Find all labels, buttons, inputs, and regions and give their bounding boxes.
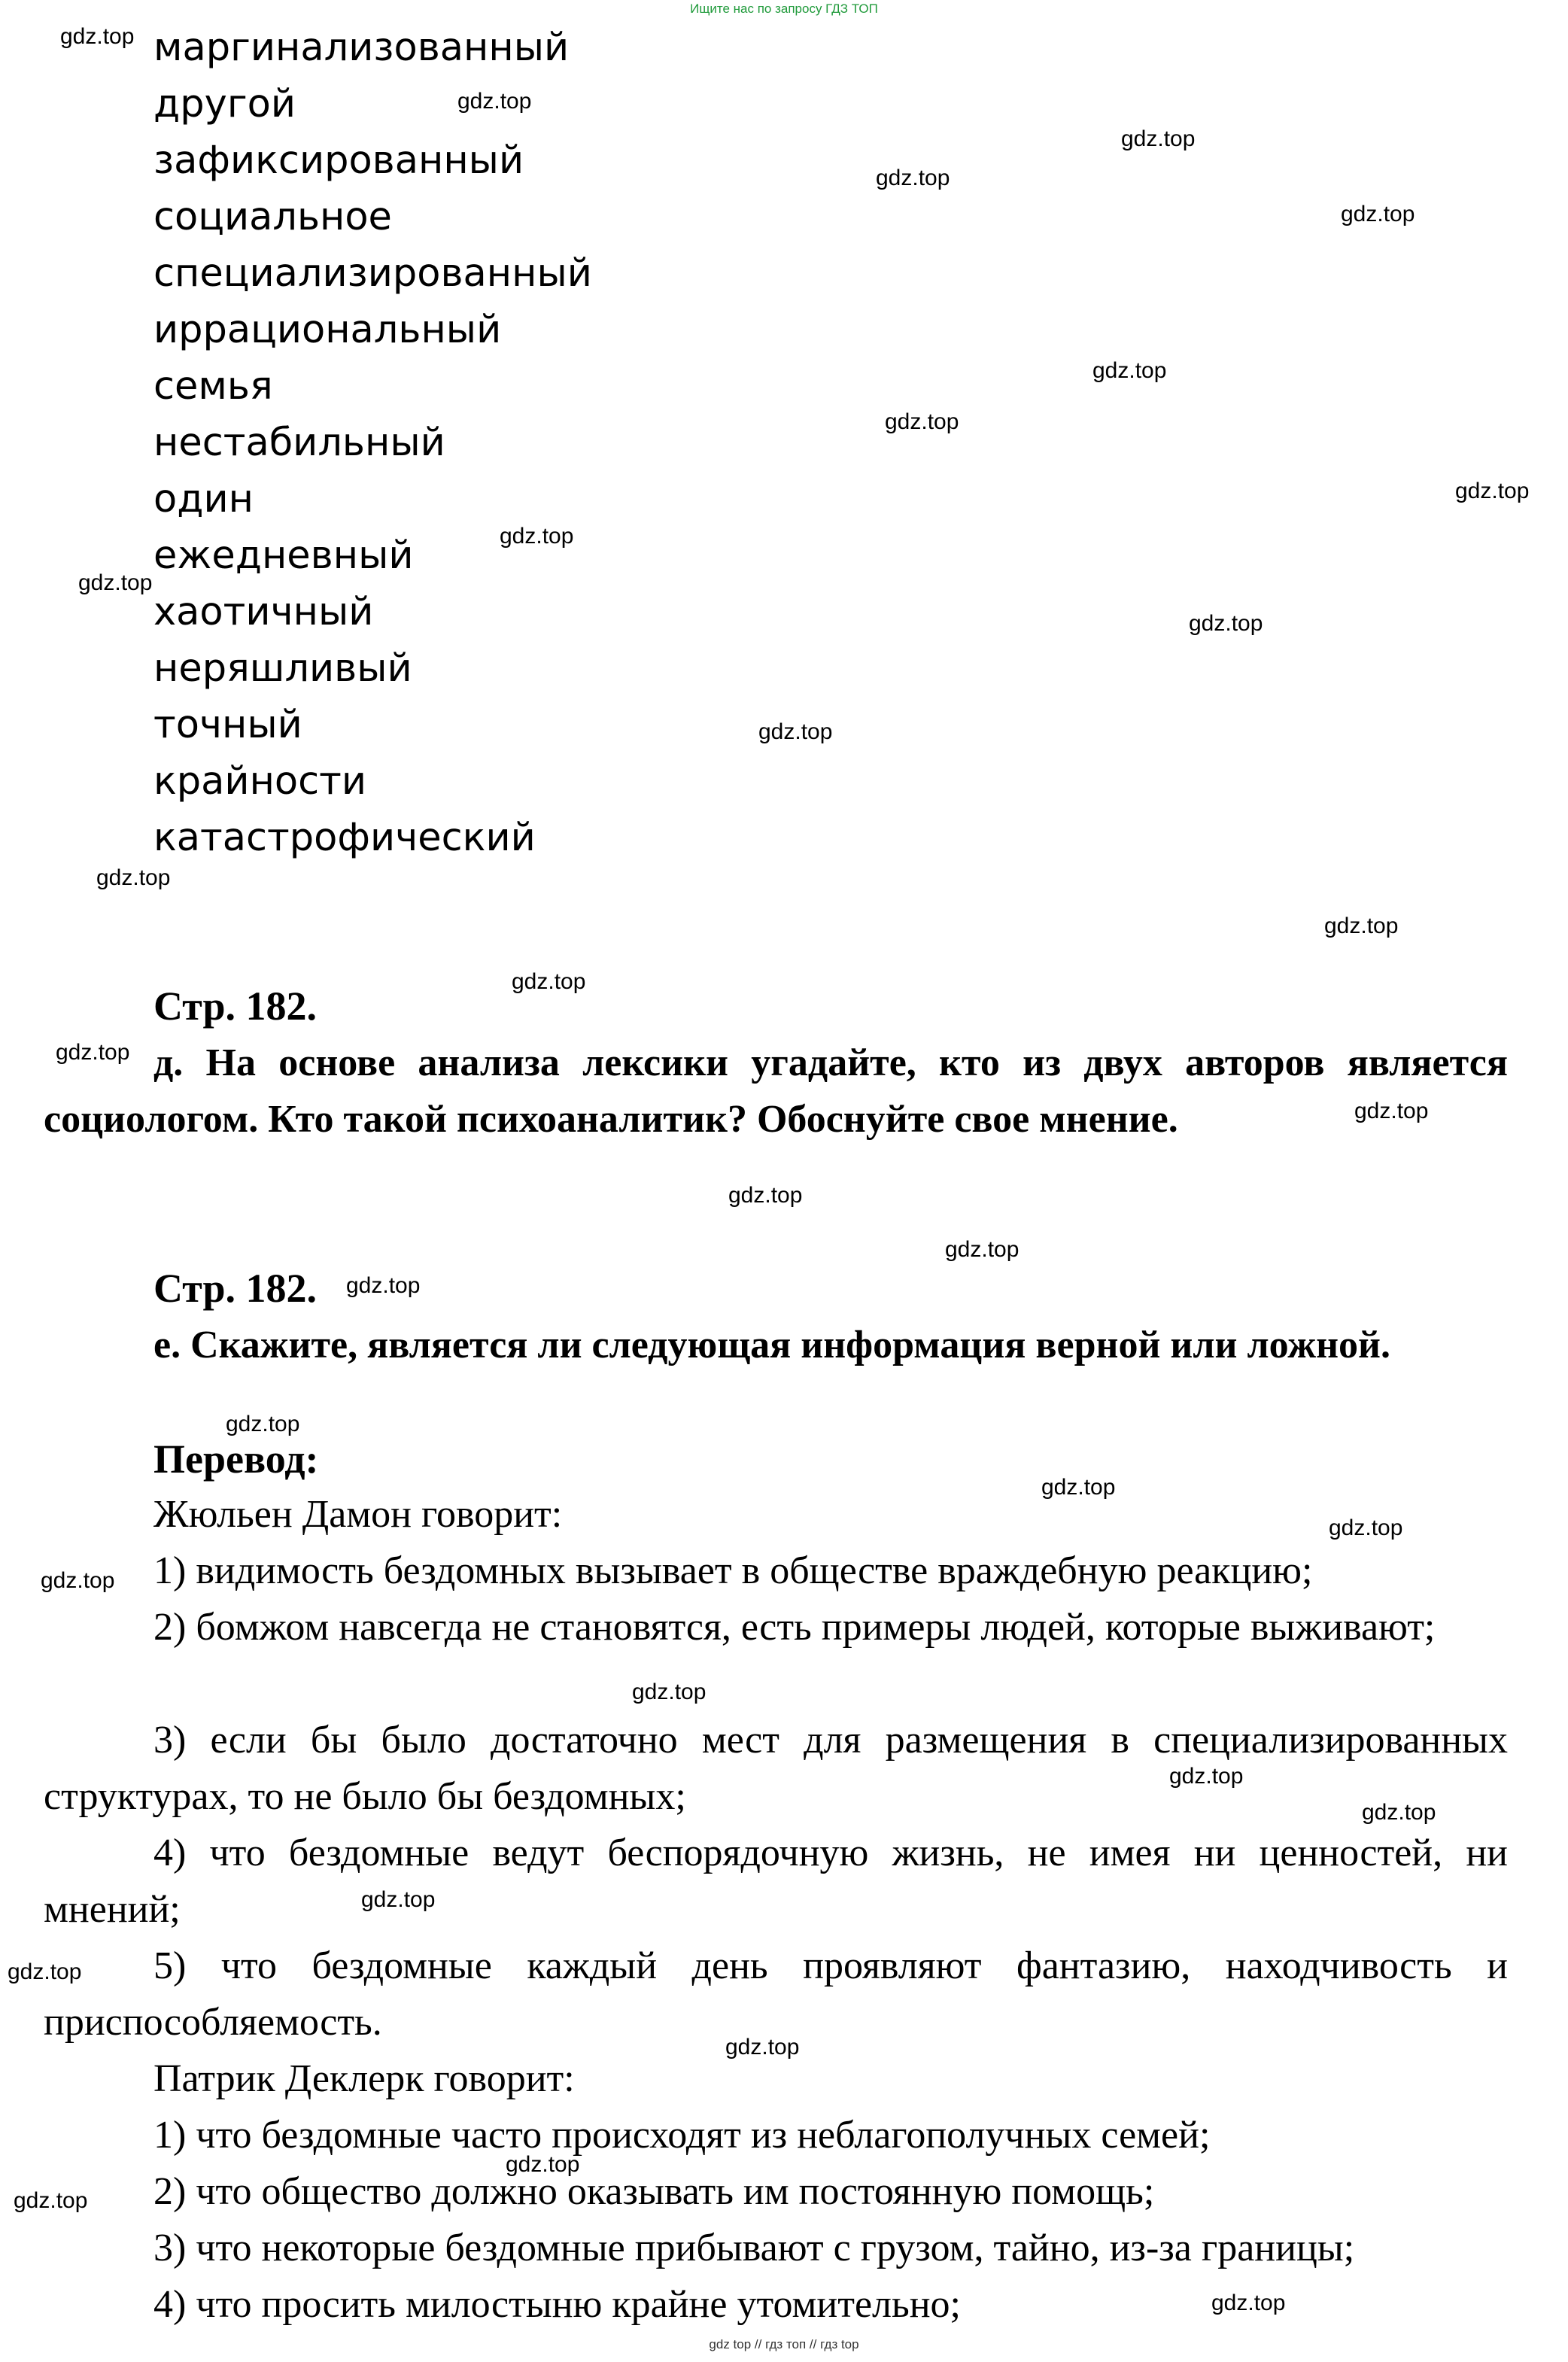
- task-text: д. На основе анализа лексики угадайте, кто из двух авторов является социологом. Кто такой психоаналитик? Обоснуйте свое мнение.: [44, 1041, 1508, 1141]
- watermark: gdz.top: [8, 1959, 82, 1984]
- watermark: gdz.top: [78, 570, 153, 595]
- watermark: gdz.top: [41, 1568, 115, 1593]
- list-item: 1) что бездомные часто происходят из неблагополучных семей;: [153, 2114, 1211, 2157]
- list-item: 4) что просить милостыню крайне утомительно;: [153, 2283, 961, 2326]
- list-item: 3) если бы было достаточно мест для размещения в специализированных структурах, то не было бы бездомных;: [44, 1719, 1508, 1818]
- word-item: крайности: [153, 759, 367, 804]
- translation-heading: Перевод:: [153, 1436, 319, 1482]
- watermark: gdz.top: [728, 1183, 803, 1208]
- speaker-intro: Жюльен Дамон говорит:: [153, 1493, 563, 1536]
- word-item: специализированный: [153, 251, 592, 296]
- watermark: gdz.top: [1211, 2291, 1286, 2315]
- watermark: gdz.top: [506, 2152, 580, 2177]
- word-item: хаотичный: [153, 590, 374, 634]
- list-item: 5) что бездомные каждый день проявляют фантазию, находчивость и приспособляемость.: [44, 1944, 1508, 2044]
- word-item: другой: [153, 82, 296, 126]
- watermark: gdz.top: [1041, 1475, 1116, 1500]
- word-item: неряшливый: [153, 646, 412, 691]
- watermark: gdz.top: [500, 524, 574, 549]
- watermark: gdz.top: [1341, 202, 1415, 226]
- watermark: gdz.top: [1169, 1764, 1244, 1789]
- list-item: 4) что бездомные ведут беспорядочную жизнь, не имея ни ценностей, ни мнений;: [44, 1832, 1508, 1931]
- watermark: gdz.top: [1354, 1099, 1429, 1123]
- footer-link[interactable]: gdz top // гдз топ // гдз top: [709, 2337, 859, 2351]
- watermark: gdz.top: [60, 24, 135, 49]
- watermark: gdz.top: [758, 719, 833, 744]
- task-heading: [44, 1035, 1508, 1148]
- word-item: ежедневный: [153, 534, 414, 578]
- watermark: gdz.top: [876, 166, 950, 190]
- watermark: gdz.top: [1189, 611, 1263, 636]
- watermark: gdz.top: [226, 1412, 300, 1436]
- word-item: семья: [153, 364, 273, 409]
- watermark: gdz.top: [96, 865, 171, 890]
- watermark: gdz.top: [1329, 1515, 1403, 1540]
- watermark: gdz.top: [361, 1887, 436, 1912]
- watermark: gdz.top: [885, 409, 959, 434]
- watermark: gdz.top: [945, 1237, 1020, 1262]
- word-item: социальное: [153, 195, 392, 239]
- list-item: 2) что общество должно оказывать им постоянную помощь;: [153, 2170, 1155, 2213]
- watermark: gdz.top: [1092, 358, 1167, 383]
- watermark: gdz.top: [1324, 913, 1399, 938]
- watermark: gdz.top: [56, 1040, 130, 1065]
- watermark: gdz.top: [14, 2188, 88, 2213]
- page-reference: Стр. 182.: [153, 1266, 318, 1311]
- page-reference: Стр. 182.: [153, 983, 318, 1029]
- list-item: 1) видимость бездомных вызывает в обществе враждебную реакцию;: [153, 1549, 1313, 1592]
- word-item: точный: [153, 703, 302, 747]
- watermark: gdz.top: [1362, 1800, 1436, 1825]
- word-item: зафиксированный: [153, 138, 524, 183]
- watermark: gdz.top: [457, 89, 532, 114]
- watermark: gdz.top: [346, 1273, 421, 1298]
- list-item: 2) бомжом навсегда не становятся, есть примеры людей, которые выживают;: [153, 1606, 1436, 1649]
- watermark: gdz.top: [512, 969, 586, 994]
- top-banner[interactable]: Ищите нас по запросу ГДЗ ТОП: [690, 2, 878, 16]
- watermark: gdz.top: [632, 1680, 707, 1704]
- word-item: нестабильный: [153, 421, 445, 465]
- watermark: gdz.top: [1121, 126, 1196, 151]
- word-item: иррациональный: [153, 308, 502, 352]
- watermark: gdz.top: [725, 2035, 800, 2060]
- task-text: е. Скажите, является ли следующая информация верной или ложной.: [153, 1324, 1391, 1366]
- task-heading: [44, 1317, 1508, 1373]
- word-item: маргинализованный: [153, 26, 570, 70]
- list-item: 3) что некоторые бездомные прибывают с грузом, тайно, из-за границы;: [153, 2227, 1355, 2269]
- word-item: катастрофический: [153, 816, 536, 860]
- speaker-intro: Патрик Деклерк говорит:: [153, 2057, 575, 2100]
- word-item: один: [153, 477, 254, 521]
- watermark: gdz.top: [1455, 479, 1530, 503]
